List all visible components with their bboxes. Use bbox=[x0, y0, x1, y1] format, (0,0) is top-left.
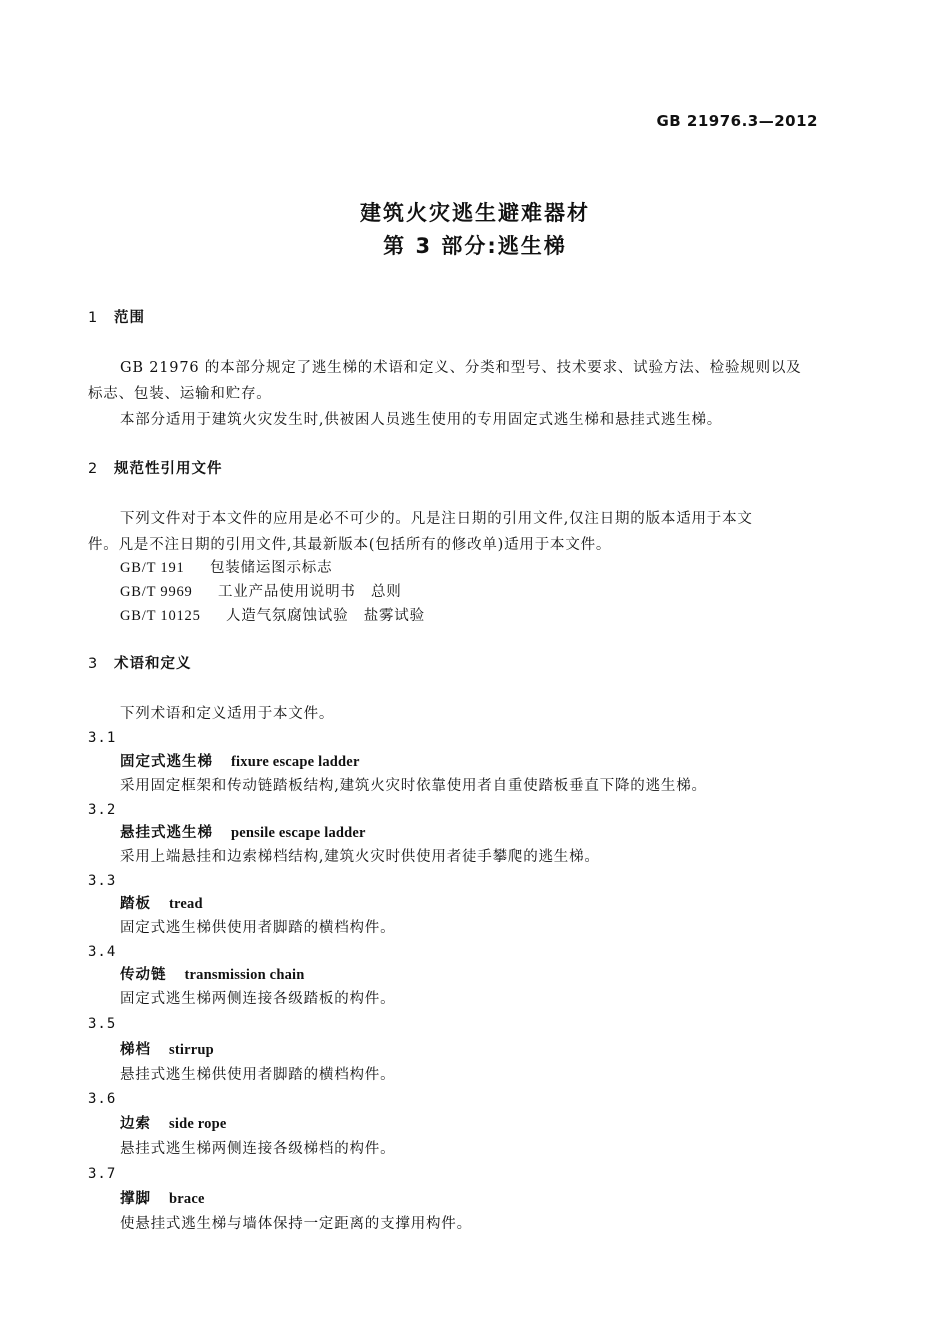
section-number: 3 bbox=[88, 656, 99, 672]
term-english: fixure escape ladder bbox=[231, 754, 360, 770]
term-number: 3.2 bbox=[88, 802, 117, 818]
term-english: transmission chain bbox=[184, 967, 305, 983]
term-chinese: 边索 bbox=[120, 1116, 151, 1132]
reference-item bbox=[120, 558, 332, 578]
reference-code: GB/T 9969 bbox=[120, 584, 193, 600]
scope-paragraph-line2: 标志、包装、运输和贮存。 bbox=[88, 386, 272, 402]
section-title: 范围 bbox=[114, 310, 145, 326]
reference-code: GB/T 191 bbox=[120, 560, 185, 576]
reference-title: 人造气氛腐蚀试验 盐雾试验 bbox=[226, 608, 425, 624]
term-definition: 采用固定框架和传动链踏板结构,建筑火灾时依靠使用者自重使踏板垂直下降的逃生梯。 bbox=[120, 778, 707, 794]
term-chinese: 踏板 bbox=[120, 896, 151, 912]
section-title: 规范性引用文件 bbox=[114, 461, 223, 477]
term-definition: 悬挂式逃生梯供使用者脚踏的横档构件。 bbox=[120, 1067, 396, 1083]
term-english: stirrup bbox=[169, 1042, 214, 1058]
reference-item bbox=[120, 606, 425, 626]
reference-title: 包装储运图示标志 bbox=[210, 560, 333, 576]
term-chinese: 悬挂式逃生梯 bbox=[120, 825, 213, 841]
section-title: 术语和定义 bbox=[114, 656, 192, 672]
term-definition: 采用上端悬挂和边索梯档结构,建筑火灾时供使用者徒手攀爬的逃生梯。 bbox=[120, 849, 600, 865]
section-number: 1 bbox=[88, 310, 99, 326]
term-english: side rope bbox=[169, 1116, 227, 1132]
term-number: 3.4 bbox=[88, 944, 117, 960]
references-paragraph-line2: 件。凡是不注日期的引用文件,其最新版本(包括所有的修改单)适用于本文件。 bbox=[88, 537, 612, 553]
term-number: 3.3 bbox=[88, 873, 117, 889]
term-english: tread bbox=[169, 896, 203, 912]
term-english: pensile escape ladder bbox=[231, 825, 366, 841]
term-heading bbox=[120, 965, 305, 985]
term-heading bbox=[120, 1114, 227, 1134]
section-heading-terms-and-definitions bbox=[88, 654, 192, 674]
term-definition: 使悬挂式逃生梯与墙体保持一定距离的支撑用构件。 bbox=[120, 1216, 472, 1232]
term-definition: 固定式逃生梯两侧连接各级踏板的构件。 bbox=[120, 991, 396, 1007]
term-heading bbox=[120, 894, 203, 914]
scope-paragraph-2: 本部分适用于建筑火灾发生时,供被困人员逃生使用的专用固定式逃生梯和悬挂式逃生梯。 bbox=[120, 412, 723, 428]
term-chinese: 固定式逃生梯 bbox=[120, 754, 213, 770]
term-definition: 固定式逃生梯供使用者脚踏的横档构件。 bbox=[120, 920, 396, 936]
term-chinese: 撑脚 bbox=[120, 1191, 151, 1207]
scope-paragraph-line1: GB 21976 的本部分规定了逃生梯的术语和定义、分类和型号、技术要求、试验方法、检验规则以及 bbox=[120, 360, 802, 376]
term-number: 3.6 bbox=[88, 1091, 117, 1107]
section-number: 2 bbox=[88, 461, 99, 477]
term-heading bbox=[120, 752, 360, 772]
term-heading bbox=[120, 1040, 214, 1060]
term-number: 3.1 bbox=[88, 730, 117, 746]
terms-intro: 下列术语和定义适用于本文件。 bbox=[120, 706, 335, 722]
section-heading-normative-references bbox=[88, 459, 223, 479]
standard-code: GB 21976.3—2012 bbox=[656, 112, 818, 130]
term-number: 3.5 bbox=[88, 1016, 117, 1032]
references-paragraph-line1: 下列文件对于本文件的应用是必不可少的。凡是注日期的引用文件,仅注日期的版本适用于本文 bbox=[120, 511, 753, 527]
reference-title: 工业产品使用说明书 总则 bbox=[218, 584, 402, 600]
term-english: brace bbox=[169, 1191, 205, 1207]
section-heading-scope bbox=[88, 308, 145, 328]
term-heading bbox=[120, 1189, 205, 1209]
document-title: 建筑火灾逃生避难器材 bbox=[360, 201, 590, 225]
reference-code: GB/T 10125 bbox=[120, 608, 201, 624]
term-heading bbox=[120, 823, 366, 843]
term-definition: 悬挂式逃生梯两侧连接各级梯档的构件。 bbox=[120, 1141, 396, 1157]
reference-item bbox=[120, 582, 402, 602]
term-number: 3.7 bbox=[88, 1166, 117, 1182]
term-chinese: 梯档 bbox=[120, 1042, 151, 1058]
document-subtitle: 第 3 部分:逃生梯 bbox=[383, 234, 567, 258]
term-chinese: 传动链 bbox=[120, 967, 167, 983]
